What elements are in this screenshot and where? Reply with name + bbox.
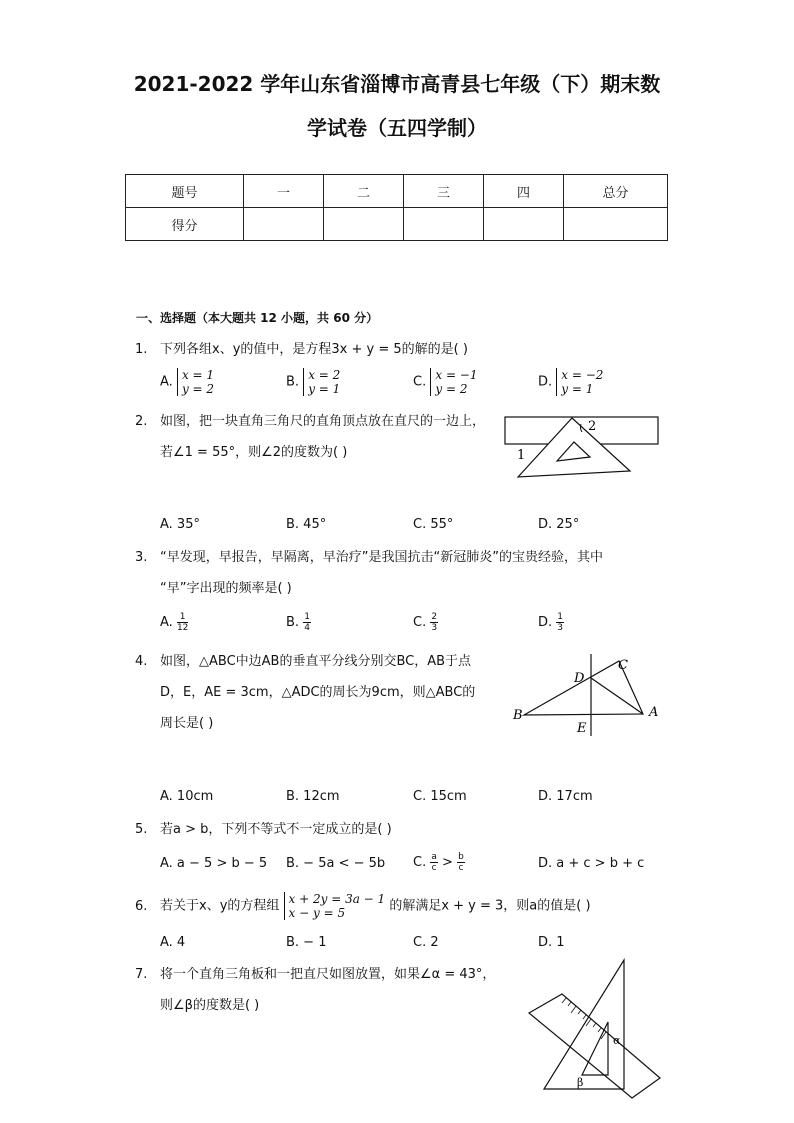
equation-line: x + 2y = 3a − 1 [288,892,386,906]
point-label-c: C [618,658,628,673]
option-a[interactable]: A. 10cm [160,789,214,804]
angle-label-alpha: α [613,1034,621,1047]
option-a[interactable] [160,612,188,633]
question-number: 6. [135,899,148,914]
point-label-b: B [513,708,523,723]
score-cell: 四 [484,175,564,208]
question-number: 3. [135,550,148,565]
option-letter: C. [413,855,427,870]
section-heading: 一、选择题（本大题共 12 小题，共 60 分） [136,311,379,325]
option-a[interactable] [160,368,214,396]
score-table-score-row [126,208,668,241]
option-d[interactable]: D. 17cm [538,789,593,804]
fraction-denominator: 3 [431,623,438,633]
ruler-triangle-figure [504,414,660,480]
option-d[interactable]: D. 25° [538,517,580,532]
option-a[interactable]: A. a − 5 > b − 5 [160,856,268,871]
option-letter: B. [286,615,300,630]
fraction-denominator: 4 [304,623,310,633]
question-number: 4. [135,654,148,669]
equation-line: y = 2 [181,382,215,396]
score-cell: 题号 [126,175,244,208]
fraction-numerator: 1 [557,612,564,622]
ruler-ticks [562,998,606,1039]
score-cell: 得分 [126,208,244,241]
option-c[interactable] [413,612,438,633]
equation-system [284,892,386,920]
angle-label-2: 2 [588,419,597,434]
question-text-line1: 将一个直角三角板和一把直尺如图放置，如果∠α = 43°， [160,967,496,982]
angle-label-1: 1 [517,448,526,463]
option-c[interactable] [413,368,478,396]
triangle-abc-figure [510,652,665,742]
option-letter: A. [160,615,173,630]
point-label-e: E [577,721,587,736]
point-label-a: A [649,705,659,720]
equation-system [177,368,214,396]
equation-line: x = 2 [308,368,341,382]
option-a[interactable]: A. 35° [160,517,200,532]
question-text-line1: 如图，把一块直角三角尺的直角顶点放在直尺的一边上， [160,414,486,429]
equation-line: y = 1 [561,382,594,396]
option-d[interactable]: D. 1 [538,935,565,950]
option-b[interactable] [286,368,340,396]
equation-line: y = 1 [308,382,341,396]
question-number: 5. [135,822,148,837]
question-text: 若a > b，下列不等式不一定成立的是( ) [160,822,392,837]
option-d[interactable] [538,368,603,396]
triangle-ruler-figure [524,958,664,1120]
fraction-denominator: c [431,863,437,873]
score-input-cell[interactable] [484,208,564,241]
fraction-numerator: 2 [431,612,438,622]
option-c[interactable]: C. 15cm [413,789,467,804]
question-text-line2: D，E，AE = 3cm，△ADC的周长为9cm，则△ABC的 [160,685,476,700]
option-b[interactable] [286,612,311,633]
option-b[interactable]: B. − 1 [286,935,327,950]
score-table-header-row [126,175,668,208]
option-b[interactable]: B. − 5a < − 5b [286,856,386,871]
question-text [160,892,591,920]
question-number: 1. [135,342,148,357]
option-letter: A. [160,374,173,390]
fraction [430,852,438,873]
option-d[interactable] [538,612,564,633]
option-c[interactable] [413,852,465,873]
score-input-cell[interactable] [244,208,324,241]
equation-line: x = −2 [561,368,604,382]
question-text-line2: 则∠β的度数是( ) [160,998,260,1013]
score-cell: 二 [324,175,404,208]
score-input-cell[interactable] [564,208,668,241]
angle-label-beta: β [577,1076,584,1089]
fraction-numerator: 1 [304,612,310,622]
score-cell: 一 [244,175,324,208]
score-input-cell[interactable] [324,208,404,241]
option-b[interactable]: B. 12cm [286,789,340,804]
question-number: 7. [135,967,148,982]
score-table [125,174,668,241]
option-letter: D. [538,615,553,630]
option-d[interactable]: D. a + c > b + c [538,856,645,871]
fraction [556,612,564,633]
fraction-denominator: 12 [176,623,189,633]
option-letter: C. [413,374,427,390]
question-text-line3: 周长是( ) [160,716,214,731]
comparison-operator: > [442,855,453,870]
question-text-pre: 若关于x、y的方程组 [160,898,280,914]
equation-line: y = 2 [435,382,468,396]
equation-line: x = 1 [181,368,215,382]
fraction [303,612,311,633]
point-label-d: D [574,671,585,686]
fraction-numerator: 1 [177,612,188,623]
equation-system [430,368,477,396]
question-text: 下列各组x、y的值中，是方程3x + y = 5的解的是( ) [160,342,468,357]
equation-system [556,368,603,396]
option-c[interactable]: C. 2 [413,935,439,950]
fraction [457,852,465,873]
question-text-post: 的解满足x + y = 3，则a的值是( ) [389,898,591,914]
question-number: 2. [135,414,148,429]
score-cell: 三 [404,175,484,208]
fraction [430,612,438,633]
question-text-line2: “早”字出现的频率是( ) [160,581,292,596]
option-b[interactable]: B. 45° [286,517,327,532]
page-title-line1: 2021-2022 学年山东省淄博市高青县七年级（下）期末数 [133,72,661,96]
question-text-line2: 若∠1 = 55°，则∠2的度数为( ) [160,445,348,460]
fraction-denominator: 3 [557,623,564,633]
option-letter: B. [286,374,300,390]
option-c[interactable]: C. 55° [413,517,454,532]
fraction [177,612,188,633]
question-text-line1: 如图，△ABC中边AB的垂直平分线分别交BC，AB于点 [160,654,472,669]
option-letter: C. [413,615,427,630]
equation-system [303,368,340,396]
score-input-cell[interactable] [404,208,484,241]
question-text-line1: “早发现，早报告，早隔离，早治疗”是我国抗击“新冠肺炎”的宝贵经验，其中 [160,550,603,565]
fraction-numerator: b [458,852,464,862]
equation-line: x − y = 5 [288,906,346,920]
fraction-denominator: c [458,863,464,873]
equation-line: x = −1 [435,368,478,382]
fraction-numerator: a [431,852,437,862]
option-letter: D. [538,374,553,390]
score-cell: 总分 [564,175,668,208]
option-a[interactable]: A. 4 [160,935,186,950]
page-title-line2: 学试卷（五四学制） [307,116,487,140]
